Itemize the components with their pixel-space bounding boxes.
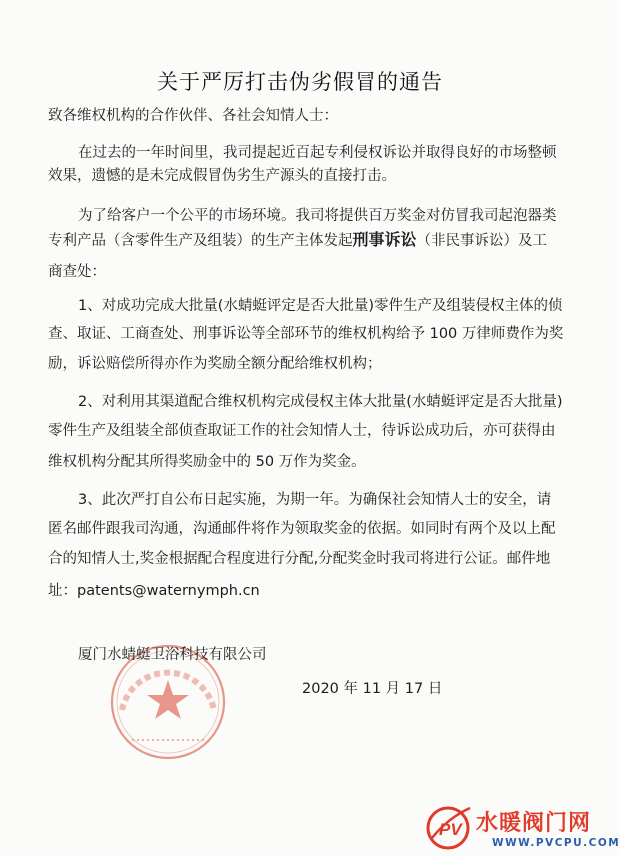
p5-line3: 合的知情人士,奖金根据配合程度进行分配,分配奖金时我司将进行公证。邮件地 <box>48 551 551 567</box>
p1-line2: 效果，遗憾的是未完成假冒伪劣生产源头的直接打击。 <box>48 168 396 184</box>
p5-line4: 址：patents@waternymph.cn <box>48 583 260 599</box>
p2-line2-end: （非民事诉讼）及工 <box>416 233 548 249</box>
p2-line2-start: 专利产品（含零件生产及组装）的生产主体发起 <box>48 233 353 249</box>
watermark-site-url: WWW.PVCPU.COM <box>492 837 620 849</box>
site-watermark <box>420 800 620 856</box>
watermark-site-name: 水暖阀门网 <box>476 811 592 836</box>
p4-line2: 零件生产及组装全部侦查取证工作的社会知情人士，待诉讼成功后，亦可获得由 <box>48 423 556 439</box>
pv-logo-icon <box>424 800 480 856</box>
p1-line1: 在过去的一年时间里，我司提起近百起专利侵权诉讼并取得良好的市场整顿 <box>78 145 557 161</box>
p4-line3: 维权机构分配其所得奖励金中的 50 万作为奖金。 <box>48 454 366 470</box>
p5-line2: 匿名邮件跟我司沟通，沟通邮件将作为领取奖金的依据。如同时有两个及以上配 <box>48 521 556 537</box>
svg-text:PV: PV <box>439 820 462 839</box>
notice-title: 关于严厉打击伪劣假冒的通告 <box>157 70 443 94</box>
seal-star-icon <box>147 680 189 719</box>
p2-line1: 为了给客户一个公平的市场环境。我司将提供百万奖金对仿冒我司起泡器类 <box>78 208 557 224</box>
salutation: 致各维权机构的合作伙伴、各社会知情人士： <box>48 108 338 124</box>
p4-line1: 2、对利用其渠道配合维权机构完成侵权主体大批量(水蜻蜓评定是否大批量) <box>78 394 563 410</box>
p2-line2 <box>48 230 547 251</box>
p3-line3: 励，诉讼赔偿所得亦作为奖励全额分配给维权机构； <box>48 356 382 372</box>
notice-date: 2020 年 11 月 17 日 <box>302 681 443 697</box>
p5-line1: 3、此次严打自公布日起实施，为期一年。为确保社会知情人士的安全，请 <box>78 492 552 508</box>
p3-line1: 1、对成功完成大批量(水蜻蜓评定是否大批量)零件生产及组装侵权主体的侦 <box>78 298 563 314</box>
p3-line2: 查、取证、工商查处、刑事诉讼等全部环节的维权机构给予 100 万律师费作为奖 <box>48 326 564 342</box>
p2-line3: 商查处： <box>48 264 106 280</box>
criminal-litigation-emphasis: 刑事诉讼 <box>352 230 417 249</box>
company-name: 厦门水蜻蜓卫浴科技有限公司 <box>78 647 267 663</box>
